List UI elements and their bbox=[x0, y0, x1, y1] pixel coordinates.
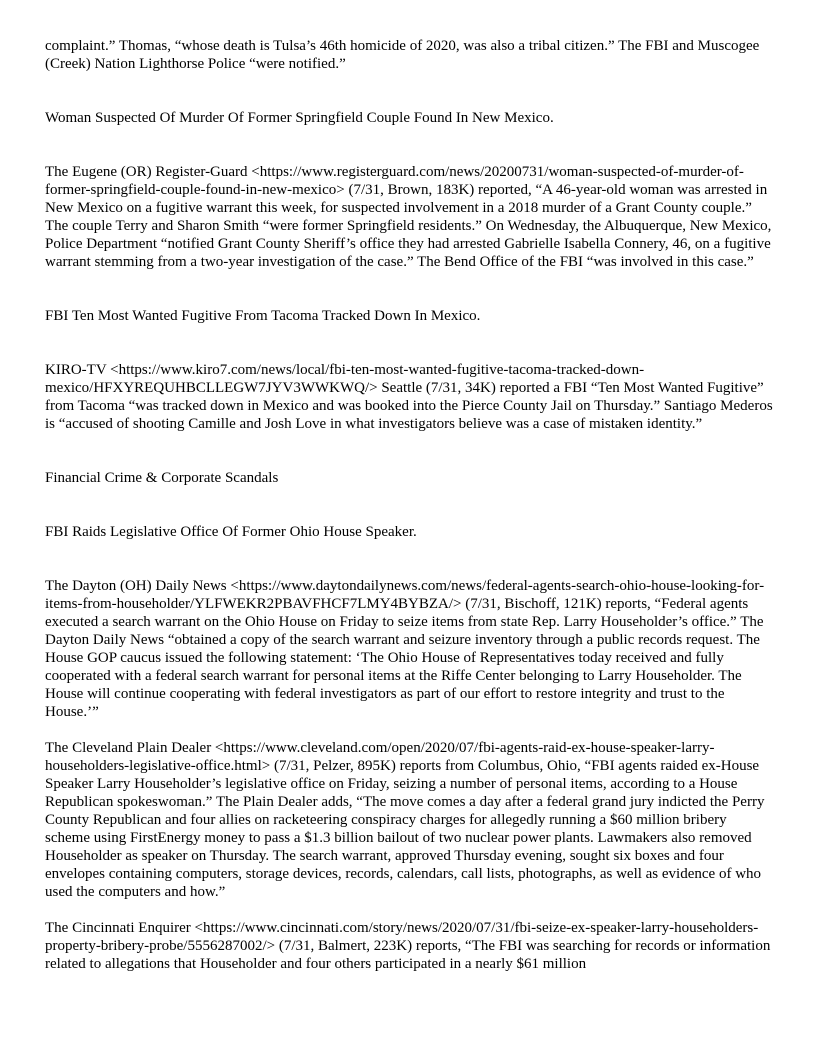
section-heading-financial-crime: Financial Crime & Corporate Scandals bbox=[45, 470, 279, 486]
spacer bbox=[45, 433, 775, 469]
paragraph-dayton-daily-news: The Dayton (OH) Daily News <https://www.daytondailynews.com/news/federal-agents-search-ohio-house-looking-for-items-from-householder/YLFWEKR2PBAVFHCF7LMY4BYBZA/> (7/31, Bischoff, 121K) reports, “Federal agents executed a search warrant on the Ohio House on Friday to seize items from state Rep. Larry Householder’s office.” The Dayton Daily News “obtained a copy of the search warrant and seizure inventory through a public records request. The House GOP caucus issued the following statement: ‘The Ohio House of Representatives today received and fully cooperated with a federal search warrant for personal items at the Riffe Center belonging to Larry Householder. The House will continue cooperating with federal investigators as part of our effort to restore integrity and trust to the House.’” bbox=[45, 578, 765, 720]
paragraph-cleveland-plain-dealer: The Cleveland Plain Dealer <https://www.cleveland.com/open/2020/07/fbi-agents-raid-ex-house-speaker-larry-householders-legislative-office.html> (7/31, Pelzer, 895K) reports from Columbus, Ohio, “FBI agents raided ex-House Speaker Larry Householder’s legislative office on Friday, seizing a number of personal items, according to a House Republican spokeswoman.” The Plain Dealer adds, “The move comes a day after a federal grand jury indicted the Perry County Republican and four allies on racketeering conspiracy charges for allegedly running a $60 million bribery scheme using FirstEnergy money to pass a $1.3 billion bailout of two nuclear power plants. Lawmakers also removed Householder as speaker on Thursday. The search warrant, approved Thursday evening, sought six boxes and four envelopes containing computers, storage devices, records, calendars, call lists, photographs, as well as evidence of who used the computers and how.” bbox=[45, 740, 765, 900]
headline-ohio-house-raid: FBI Raids Legislative Office Of Former Ohio House Speaker. bbox=[45, 524, 417, 540]
spacer bbox=[45, 127, 775, 163]
spacer bbox=[45, 541, 775, 577]
headline-tacoma-fugitive: FBI Ten Most Wanted Fugitive From Tacoma Tracked Down In Mexico. bbox=[45, 308, 481, 324]
paragraph-kiro-tv: KIRO-TV <https://www.kiro7.com/news/local/fbi-ten-most-wanted-fugitive-tacoma-tracked-down-mexico/HFXYREQUHBCLLEGW7JYV3WWKWQ/> Seattle (7/31, 34K) reported a FBI “Ten Most Wanted Fugitive” from Tacoma “was tracked down in Mexico and was booked into the Pierce County Jail on Thursday.” Santiago Mederos is “accused of shooting Camille and Josh Love in what investigators believe was a case of mistaken identity.” bbox=[45, 362, 773, 432]
spacer bbox=[45, 73, 775, 109]
headline-springfield-couple: Woman Suspected Of Murder Of Former Springfield Couple Found In New Mexico. bbox=[45, 110, 554, 126]
spacer bbox=[45, 271, 775, 307]
spacer bbox=[45, 325, 775, 361]
spacer bbox=[45, 487, 775, 523]
spacer bbox=[45, 901, 775, 919]
spacer bbox=[45, 721, 775, 739]
paragraph-cincinnati-enquirer: The Cincinnati Enquirer <https://www.cincinnati.com/story/news/2020/07/31/fbi-seize-ex-speaker-larry-householders-property-bribery-probe/5556287002/> (7/31, Balmert, 223K) reports, “The FBI was searching for records or information related to allegations that Householder and four others participated in a nearly $61 million bbox=[45, 920, 771, 972]
document-page bbox=[45, 37, 775, 973]
paragraph-thomas-homicide: complaint.” Thomas, “whose death is Tulsa’s 46th homicide of 2020, was also a tribal citizen.” The FBI and Muscogee (Creek) Nation Lighthorse Police “were notified.” bbox=[45, 38, 760, 72]
paragraph-register-guard: The Eugene (OR) Register-Guard <https://www.registerguard.com/news/20200731/woman-suspected-of-murder-of-former-springfield-couple-found-in-new-mexico> (7/31, Brown, 183K) reported, “A 46-year-old woman was arrested in New Mexico on a fugitive warrant this week, for suspected involvement in a 2018 murder of a Grant County couple.” The couple Terry and Sharon Smith “were former Springfield residents.” On Wednesday, the Albuquerque, New Mexico, Police Department “notified Grant County Sheriff’s office they had arrested Gabrielle Isabella Connery, 46, on a fugitive warrant stemming from a two-year investigation of the case.” The Bend Office of the FBI “was involved in this case.” bbox=[45, 164, 772, 270]
